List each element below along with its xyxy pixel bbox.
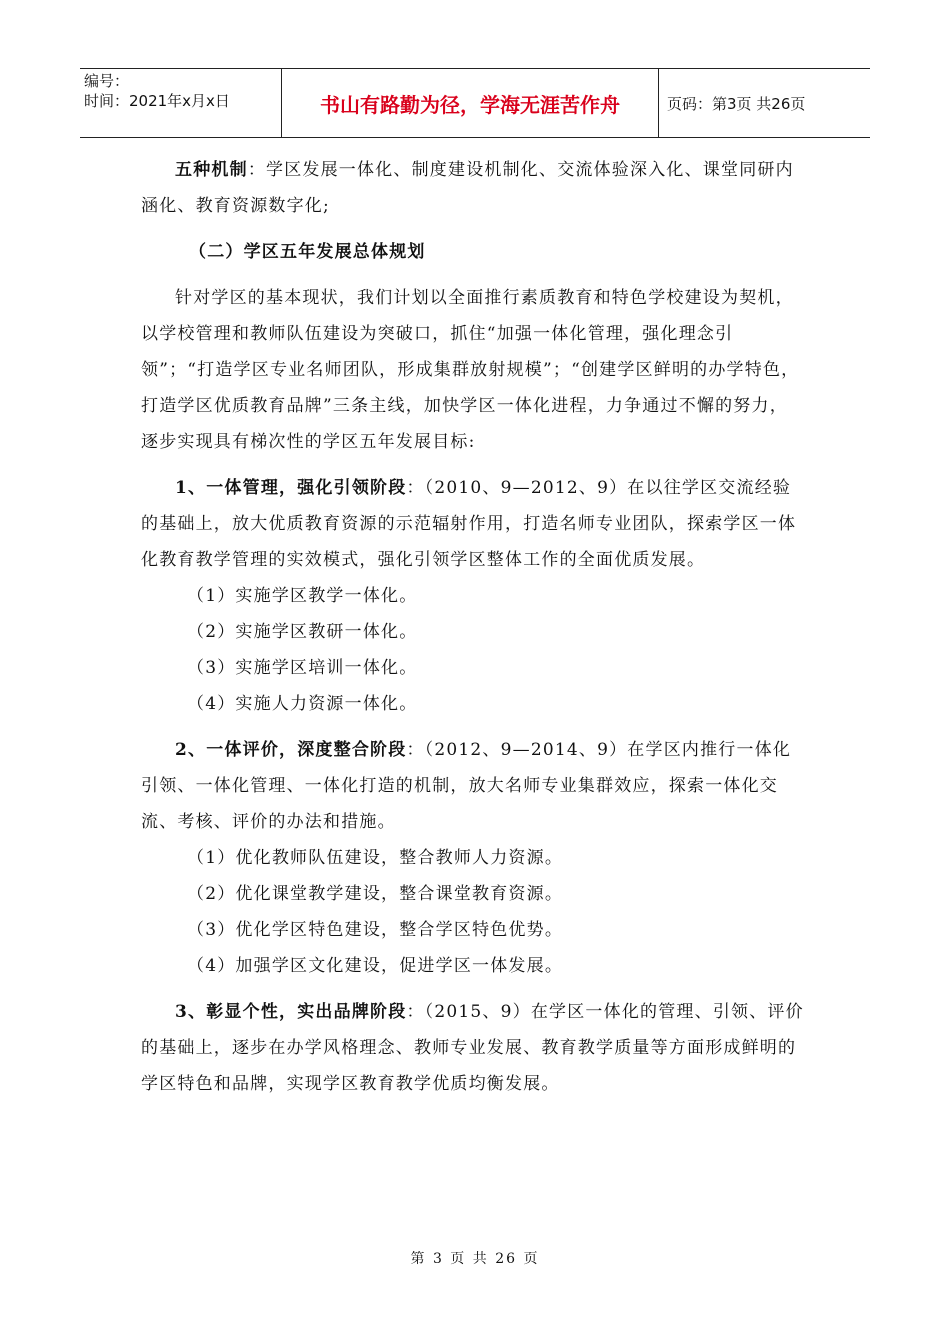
mechanisms-text: ：学区发展一体化、制度建设机制化、交流体验深入化、课堂同研内涵化、教育资源数字化; (141, 160, 794, 216)
list-item: （2）优化课堂教学建设，整合课堂教育资源。 (187, 884, 564, 904)
header-slogan: 书山有路勤为径，学海无涯苦作舟 (282, 69, 659, 137)
stage-2-label: 2、一体评价，深度整合阶段 (175, 740, 407, 760)
list-item: （3）优化学区特色建设，整合学区特色优势。 (187, 920, 564, 940)
header-meta (80, 69, 282, 137)
list-item: （1）实施学区教学一体化。 (187, 586, 418, 606)
stage-1-paragraph (141, 470, 806, 578)
section-heading: （二）学区五年发展总体规划 (189, 242, 426, 262)
list-item: （3）实施学区培训一体化。 (187, 658, 418, 678)
stage-1-label: 1、一体管理，强化引领阶段 (175, 478, 407, 498)
list-item: （4）实施人力资源一体化。 (187, 694, 418, 714)
stage-3-paragraph (141, 994, 806, 1102)
stage-3-text: ：（2015、9）在学区一体化的管理、引领、评价的基础上，逐步在办学风格理念、教师专业发展、教育教学质量等方面形成鲜明的学区特色和品牌，实现学区教育教学优质均衡发展。 (141, 1002, 804, 1094)
document-body (141, 152, 806, 1102)
list-item: （1）优化教师队伍建设，整合教师人力资源。 (187, 848, 564, 868)
stage-2-text: ：（2012、9—2014、9）在学区内推行一体化引领、一体化管理、一体化打造的机制，放大名师专业集群效应，探索一体化交流、考核、评价的办法和措施。 (141, 740, 792, 832)
list-item: （4）加强学区文化建设，促进学区一体发展。 (187, 956, 564, 976)
date-label: 时间：2021年x月x日 (84, 92, 230, 110)
mechanisms-label: 五种机制 (175, 160, 248, 180)
list-item: （2）实施学区教研一体化。 (187, 622, 418, 642)
code-label: 编号： (84, 72, 130, 90)
stage-2-paragraph (141, 732, 806, 840)
mechanisms-paragraph (141, 152, 806, 224)
intro-paragraph: 针对学区的基本现状，我们计划以全面推行素质教育和特色学校建设为契机，以学校管理和教师队伍建设为突破口，抓住“加强一体化管理，强化理念引领”；“打造学区专业名师团队，形成集群放射规模”；“创建学区鲜明的办学特色，打造学区优质教育品牌”三条主线，加快学区一体化进程，力争通过不懈的努力，逐步实现具有梯次性的学区五年发展目标: (141, 288, 800, 452)
stage-1-text: ：（2010、9—2012、9）在以往学区交流经验的基础上，放大优质教育资源的示范辐射作用，打造名师专业团队，探索学区一体化教育教学管理的实效模式，强化引领学区整体工作的全面优质发展。 (141, 478, 797, 570)
page-footer: 第 3 页 共 26 页 (410, 1251, 540, 1267)
stage-3-label: 3、彰显个性，实出品牌阶段 (175, 1002, 407, 1022)
header-page-info: 页码：第3页 共26页 (667, 94, 806, 113)
page-header (80, 68, 870, 138)
